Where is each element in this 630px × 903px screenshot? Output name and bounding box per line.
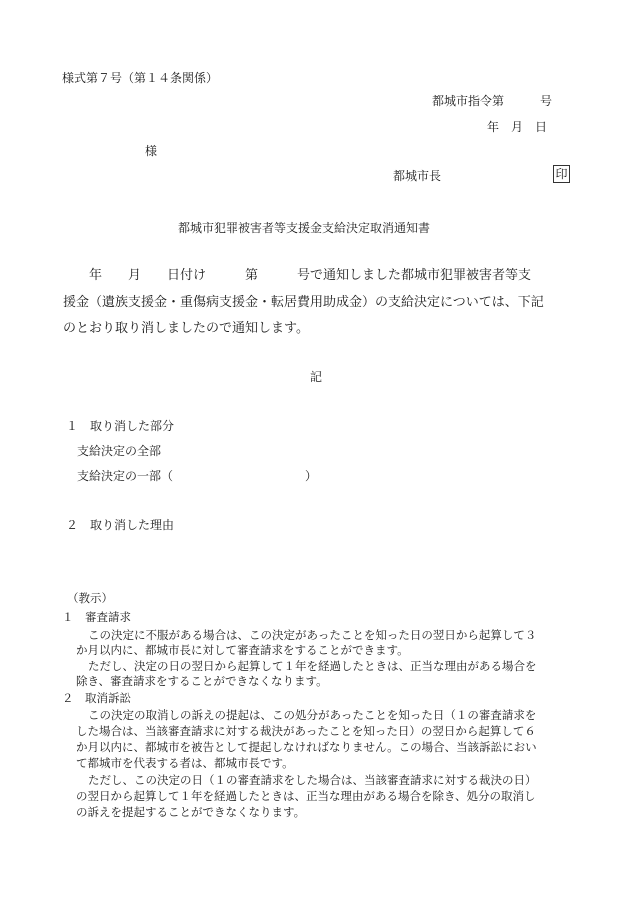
notice-item-1-line: 除き、審査請求をすることができなくなります。 xyxy=(76,674,328,688)
body-line-1: 年 月 日付け 第 号で通知しました都城市犯罪被害者等支 xyxy=(63,268,532,283)
notice-item-2-line: ただし、この決定の日（１の審査請求をした場合は、当該審査請求に対する裁決の日） xyxy=(88,773,537,787)
notice-item-2-line: か月以内に、都城市を被告として提起しなければなりません。この場合、当該訴訟におい xyxy=(76,740,537,754)
notice-item-2-line: の訴えを提起することができなくなります。 xyxy=(76,805,306,819)
section-2-heading: ２ 取り消した理由 xyxy=(66,518,175,532)
notice-item-2-line: この決定の取消しの訴えの提起は、この処分があったことを知った日（１の審査請求を xyxy=(88,708,537,722)
notice-item-1-line: か月以内に、都城市長に対して審査請求をすることができます。 xyxy=(76,643,409,657)
document-title: 都城市犯罪被害者等支援金支給決定取消通知書 xyxy=(178,221,431,235)
document-number: 都城市指令第 号 xyxy=(432,94,553,108)
notice-item-2-heading: ２ 取消訴訟 xyxy=(62,691,131,705)
body-line-3: のとおり取り消しましたので通知します。 xyxy=(63,321,309,336)
section-1-option-all: 支給決定の全部 xyxy=(77,444,162,458)
section-1-option-partial: 支給決定の一部（ ） xyxy=(77,469,318,483)
form-label: 様式第７号（第１４条関係） xyxy=(62,71,219,85)
notice-item-2-line: て都城市を代表する者は、都城市長です。 xyxy=(76,756,294,770)
section-1-heading: １ 取り消した部分 xyxy=(66,419,175,433)
ki-mark: 記 xyxy=(310,370,323,384)
notice-item-2-line: した場合は、当該審査請求に対する裁決があったことを知った日）の翌日から起算して６ xyxy=(76,724,536,738)
issuer-name: 都城市長 xyxy=(393,169,442,183)
notice-heading: （教示） xyxy=(67,591,113,605)
addressee-suffix: 様 xyxy=(145,144,158,158)
notice-item-1-line: この決定に不服がある場合は、この決定があったことを知った日の翌日から起算して３ xyxy=(88,628,537,642)
issue-date: 年 月 日 xyxy=(487,120,548,134)
body-line-2: 援金（遺族支援金・重傷病支援金・転居費用助成金）の支給決定については、下記 xyxy=(63,295,544,310)
notice-item-1-line: ただし、決定の日の翌日から起算して１年を経過したときは、正当な理由がある場合を xyxy=(88,659,537,673)
seal-mark: 印 xyxy=(553,165,570,183)
notice-item-2-line: の翌日から起算して１年を経過したときは、正当な理由がある場合を除き、処分の取消し xyxy=(76,789,536,803)
notice-item-1-heading: １ 審査請求 xyxy=(62,610,131,624)
